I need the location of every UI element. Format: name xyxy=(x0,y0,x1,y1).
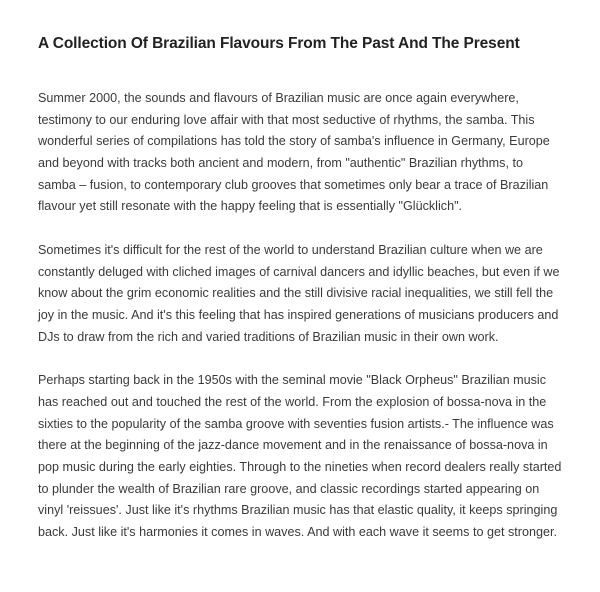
document-body xyxy=(38,88,564,543)
paragraph: Perhaps starting back in the 1950s with the seminal movie "Black Orpheus" Brazilian music has reached out and touched the rest of the world. From the explosion of bossa-nova in the sixties to the popularity of the samba groove with seventies fusion artists.- The influence was there at the beginning of the jazz-dance movement and in the renaissance of bossa-nova in pop music during the early eighties. Through to the nineties when record dealers really started to plunder the wealth of Brazilian rare groove, and classic recordings started appearing on vinyl 'reissues'. Just like it's rhythms Brazilian music has that elastic quality, it keeps springing back. Just like it's harmonies it comes in waves. And with each wave it seems to get stronger. xyxy=(38,373,562,539)
paragraph: Summer 2000, the sounds and flavours of Brazilian music are once again everywhere, testimony to our enduring love affair with that most seductive of rhythms, the samba. This wonderful series of compilations has told the story of samba's influence in Germany, Europe and beyond with tracks both ancient and modern, from "authentic" Brazilian rhythms, to samba – fusion, to contemporary club grooves that sometimes only bear a trace of Brazilian flavour yet still resonate with the happy feeling that is essentially "Glücklich". xyxy=(38,91,550,214)
paragraph: Sometimes it's difficult for the rest of the world to understand Brazilian culture when we are constantly deluged with cliched images of carnival dancers and idyllic beaches, but even if we know about the grim economic realities and the still divisive racial inequalities, we still fell the joy in the music. And it's this feeling that has inspired generations of musicians producers and DJs to draw from the rich and varied traditions of Brazilian music in their own work. xyxy=(38,243,560,344)
page-title: A Collection Of Brazilian Flavours From The Past And The Present xyxy=(38,35,520,52)
